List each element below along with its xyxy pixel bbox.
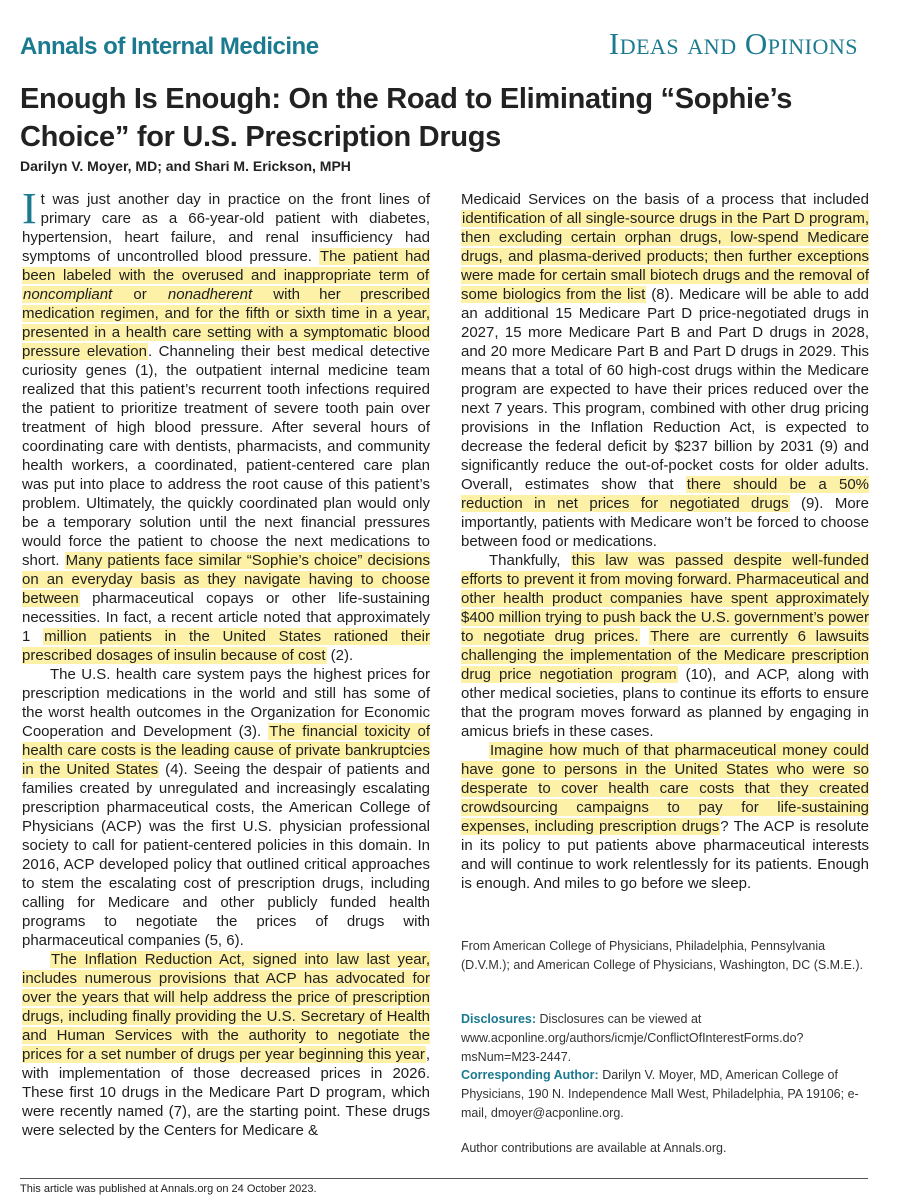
text-run: t was just another day in practice on the front lines of primary care as a 66-year-old patient with diabetes, hypertension, heart failure, and renal insufficiency had symptoms of uncontrolled blood pressure.	[22, 191, 430, 265]
paragraph-runs	[461, 552, 869, 740]
text-run: , with implementation of those decreased prices in 2026. These first 10 drugs in the Medicare Part D program, which were recently named (7), are the starting point. These drugs were selected by the Centers for Medicare &	[22, 1046, 430, 1139]
highlighted-text: million patients in the United States rationed their prescribed dosages of insulin because of cost	[22, 628, 431, 664]
disclosures-note	[461, 1010, 869, 1067]
article-title: Enough Is Enough: On the Road to Eliminating “Sophie’s Choice” for U.S. Prescription Drugs	[20, 83, 793, 153]
text-run: (9). More importantly, patients with Medicare won’t be forced to choose between food or medications.	[461, 495, 869, 550]
drop-cap: I	[22, 184, 37, 233]
article-authors: Darilyn V. Moyer, MD; and Shari M. Erickson, MPH	[20, 158, 351, 174]
body-paragraph	[461, 741, 869, 893]
highlighted-text: nonadherent	[167, 286, 253, 303]
highlighted-text: or	[114, 286, 166, 303]
publication-note: This article was published at Annals.org on 24 October 2023.	[20, 1183, 317, 1195]
body-paragraph	[22, 665, 430, 950]
paragraph-runs	[22, 666, 430, 949]
text-run: (10), and ACP, along with other medical societies, plans to continue its efforts to ensure that the program moves forward as planned by engaging in amicus briefs in these cases.	[461, 666, 869, 740]
text-run: . Channeling their best medical detective curiosity genes (1), the outpatient internal medicine team realized that this patient’s recurrent tooth infections required the patient to prioritize treatment of severe tooth pain over treatment of high blood pressure. After several hours of coordinating care with dentists, pharmacists, and community health workers, a coordinated, patient-centered care plan was put into place to address the root cause of this patient’s problem. Ultimately, the quickly coordinated plan would only be a temporary solution until the next financial pressures would force the patient to choose the next medications to short.	[22, 343, 430, 569]
corresponding-label: Corresponding Author:	[461, 1068, 599, 1082]
highlighted-text: this law was passed despite well-funded efforts to prevent it from moving forward. Pharmaceutical and other health product companies have spent approximately $400 million trying to push back the U.S. government’s power to negotiate drug prices.	[461, 552, 869, 645]
text-run: (2).	[326, 647, 354, 664]
body-paragraph	[22, 950, 430, 1140]
paragraph-runs	[22, 951, 430, 1139]
text-run: Thankfully,	[489, 552, 571, 569]
highlight	[22, 628, 430, 664]
highlight	[113, 286, 167, 303]
highlighted-text: with her prescribed medication regimen, and for the fifth or sixth time in a year, presented in a health care setting with a symptomatic blood pressure elevation	[22, 286, 430, 360]
text-run: The U.S. health care system pays the highest prices for prescription medications in the world and still has some of the worst health outcomes in the Organization for Economic Cooperation and Development (3).	[22, 666, 430, 740]
highlight	[22, 951, 430, 1063]
affiliation-note: From American College of Physicians, Philadelphia, Pennsylvania (D.V.M.); and American College of Physicians, Washington, DC (S.M.E.).	[461, 939, 864, 972]
highlight	[167, 286, 253, 303]
paragraph-runs	[461, 191, 869, 550]
corresponding-text: Darilyn V. Moyer, MD, American College of Physicians, 190 N. Independence Mall West, Philadelphia, PA 19106; e-mail, dmoyer@acponline.org.	[461, 1068, 859, 1120]
highlighted-text: Imagine how much of that pharmaceutical money could have gone to persons in the United States who were so desperate to cover health care costs that they created crowdsourcing campaigns to pay for life-sustaining expenses, including prescription drugs	[461, 742, 869, 835]
journal-name: Annals of Internal Medicine	[20, 33, 319, 60]
left-column	[22, 184, 431, 1140]
section-label: Ideas and Opinions	[608, 26, 858, 61]
highlighted-text: identification of all single-source drugs in the Part D program, then excluding certain orphan drugs, low-spend Medicare drugs, and plasma-derived products; then further exceptions were made for certain small biotech drugs and the removal of some biologics from the list	[461, 210, 869, 303]
corresponding-author-note	[461, 1066, 869, 1123]
highlighted-text: There are currently 6 lawsuits challenging the implementation of the Medicare prescription drug price negotiation program	[461, 628, 870, 683]
right-column	[461, 190, 869, 893]
paragraph-runs	[22, 184, 431, 664]
text-run: (4). Seeing the despair of patients and families created by unregulated and increasingly escalating prescription pharmaceutical costs, the American College of Physicians (ACP) was the first U.S. physician professional society to call for patient-centered policies in this domain. In 2016, ACP developed policy that outlined critical approaches to stem the escalating cost of prescription drugs, including calling for Medicare and other publicly funded health programs to negotiate the prices of drugs with pharmaceutical companies (5, 6).	[22, 761, 430, 949]
footer-divider	[20, 1178, 868, 1179]
text-run: ? The ACP is resolute in its policy to put patients above pharmaceutical interests and will continue to work relentlessly for its patients. Enough is enough. And miles to go before we sleep.	[461, 818, 869, 892]
text-run	[640, 628, 650, 645]
paragraph-runs	[461, 742, 869, 892]
highlighted-text: Many patients face similar “Sophie’s choice” decisions on an everyday basis as they navigate having to choose between	[22, 552, 430, 607]
highlighted-text: The financial toxicity of health care costs is the leading cause of private bankruptcies in the United States	[22, 723, 430, 778]
text-run: (8). Medicare will be able to add an additional 15 Medicare Part D price-negotiated drugs in 2027, 15 more Medicare Part B and Part D drugs in 2028, and 20 more Medicare Part B and Part D drugs in 2029. This means that a total of 60 high-cost drugs within the Medicare program are expected to have their prices reduced over the next 7 years. This program, combined with other drug pricing provisions in the Inflation Reduction Act, is expected to decrease the federal deficit by $237 billion by 2031 (9) and significantly reduce the out-of-pocket costs for older adults. Overall, estimates show that	[461, 286, 869, 493]
body-paragraph	[22, 184, 431, 665]
highlighted-text: The patient had been labeled with the overused and inappropriate term of	[22, 248, 430, 284]
highlight	[22, 286, 113, 303]
disclosures-text: Disclosures can be viewed at www.acponline.org/authors/icmje/ConflictOfInterestForms.do?msNum=M23-2447.	[461, 1012, 804, 1064]
body-paragraph	[461, 551, 869, 741]
disclosures-label: Disclosures:	[461, 1012, 537, 1026]
text-run: pharmaceutical copays or other life-sustaining necessities. In fact, a recent article noted that approximately 1	[22, 590, 430, 645]
contributions-note: Author contributions are available at Annals.org.	[461, 1141, 727, 1155]
highlighted-text: there should be a 50% reduction in net prices for negotiated drugs	[461, 476, 869, 512]
highlighted-text: The Inflation Reduction Act, signed into law last year, includes numerous provisions that ACP has advocated for over the years that will help address the price of prescription drugs, including finally providing the U.S. Secretary of Health and Human Services with the authority to negotiate the prices for a set number of drugs per year beginning this year	[22, 951, 430, 1063]
body-paragraph	[461, 190, 869, 551]
text-run: Medicaid Services on the basis of a process that included	[461, 191, 869, 208]
highlighted-text: noncompliant	[23, 286, 113, 303]
